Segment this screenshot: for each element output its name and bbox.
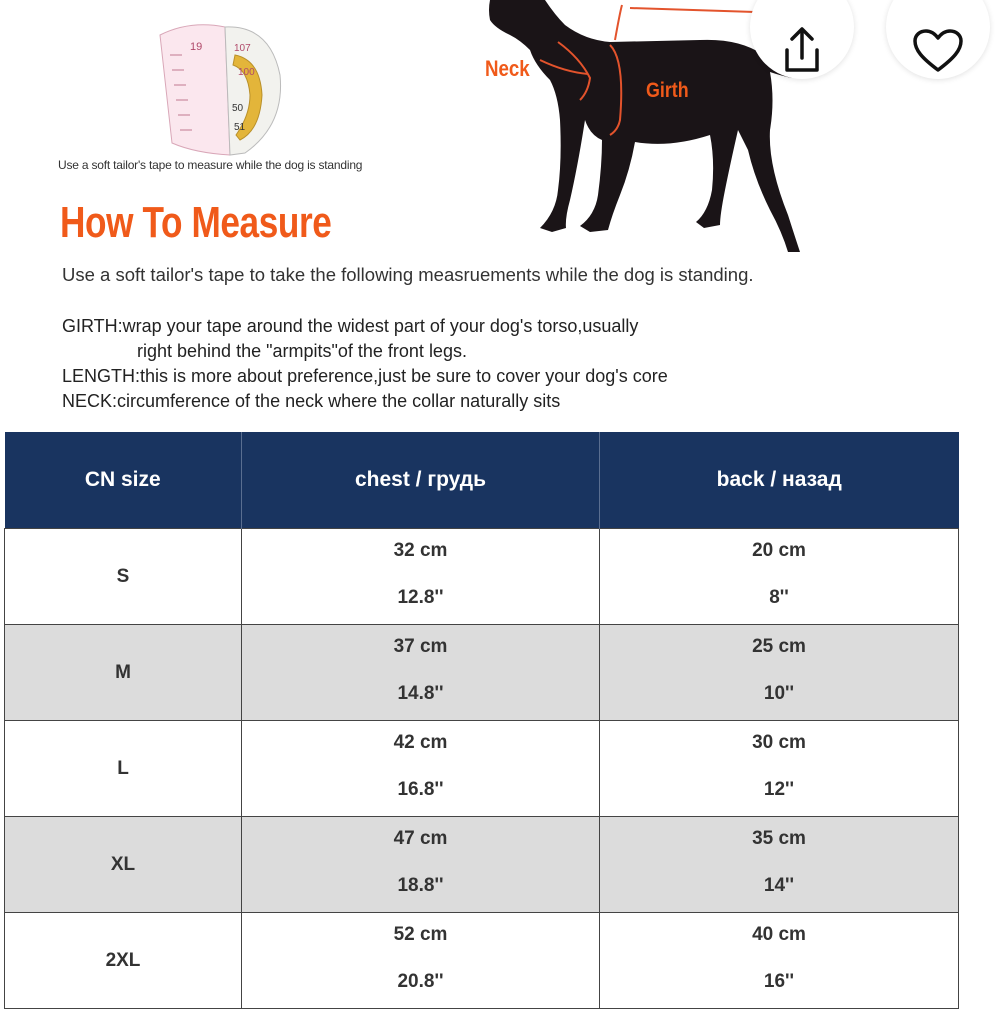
chest-in: 14.8'': [397, 683, 444, 704]
size-label: M: [115, 661, 131, 683]
chest-cm: 32 cm: [393, 540, 448, 561]
header-back: back / назад: [600, 432, 959, 529]
chest-in: 20.8'': [397, 971, 444, 992]
neck-instruction: NECK:circumference of the neck where the collar naturally sits: [62, 391, 561, 411]
table-row: [5, 721, 959, 817]
chest-cell: [242, 913, 600, 1009]
size-cell: [5, 529, 242, 625]
back-cell: [600, 817, 959, 913]
back-cm: 40 cm: [752, 924, 806, 945]
back-cm: 20 cm: [752, 540, 806, 561]
tape-number: 50: [232, 103, 244, 114]
back-in: 16'': [763, 971, 795, 992]
girth-label: Girth: [646, 79, 689, 102]
size-label: S: [116, 565, 130, 587]
intro-text: Use a soft tailor's tape to take the following measruements while the dog is standing.: [62, 264, 754, 285]
header-chest: chest / грудь: [242, 432, 600, 529]
chest-in: 12.8'': [397, 587, 444, 608]
back-in: 10'': [763, 683, 795, 704]
tape-measure-illustration: [150, 15, 290, 160]
size-chart-table: [4, 432, 959, 1009]
neck-label: Neck: [485, 56, 530, 81]
header-size: CN size: [5, 432, 242, 529]
back-in: 8'': [769, 587, 789, 608]
heart-icon: [912, 28, 964, 74]
tape-number: 19: [190, 41, 203, 53]
table-row: [5, 913, 959, 1009]
back-cell: [600, 721, 959, 817]
chest-cell: [242, 529, 600, 625]
length-instruction: LENGTH:this is more about preference,just be sure to cover your dog's core: [62, 366, 668, 386]
size-label: 2XL: [105, 949, 141, 971]
table-row: [5, 529, 959, 625]
tape-number: 107: [234, 43, 251, 54]
table-row: [5, 817, 959, 913]
chest-in: 16.8'': [397, 779, 444, 800]
tape-number: 51: [234, 122, 246, 133]
back-cm: 25 cm: [752, 636, 806, 657]
size-label: L: [117, 757, 129, 779]
chest-cell: [242, 817, 600, 913]
chest-in: 18.8'': [397, 875, 444, 896]
size-label: XL: [110, 853, 136, 875]
size-cell: [5, 817, 242, 913]
chest-cm: 42 cm: [393, 732, 448, 753]
size-cell: [5, 913, 242, 1009]
chest-cell: [242, 625, 600, 721]
tape-number: 100: [238, 67, 255, 78]
back-cm: 30 cm: [752, 732, 806, 753]
table-header-row: [5, 432, 959, 529]
share-icon: [775, 24, 829, 78]
favorite-button[interactable]: [886, 0, 990, 79]
girth-instruction-continued: right behind the "armpits"of the front legs.: [137, 341, 467, 361]
back-in: 12'': [763, 779, 795, 800]
back-in: 14'': [763, 875, 795, 896]
chest-cell: [242, 721, 600, 817]
tape-caption: Use a soft tailor's tape to measure while the dog is standing: [58, 158, 363, 172]
how-to-measure-heading: How To Measure: [60, 198, 332, 247]
chest-cm: 47 cm: [393, 828, 448, 849]
back-cell: [600, 529, 959, 625]
chest-cm: 37 cm: [393, 636, 448, 657]
back-cm: 35 cm: [752, 828, 806, 849]
chest-cm: 52 cm: [393, 924, 448, 945]
table-row: [5, 625, 959, 721]
size-cell: [5, 625, 242, 721]
back-cell: [600, 625, 959, 721]
back-cell: [600, 913, 959, 1009]
girth-instruction: GIRTH:wrap your tape around the widest part of your dog's torso,usually: [62, 316, 639, 336]
size-cell: [5, 721, 242, 817]
